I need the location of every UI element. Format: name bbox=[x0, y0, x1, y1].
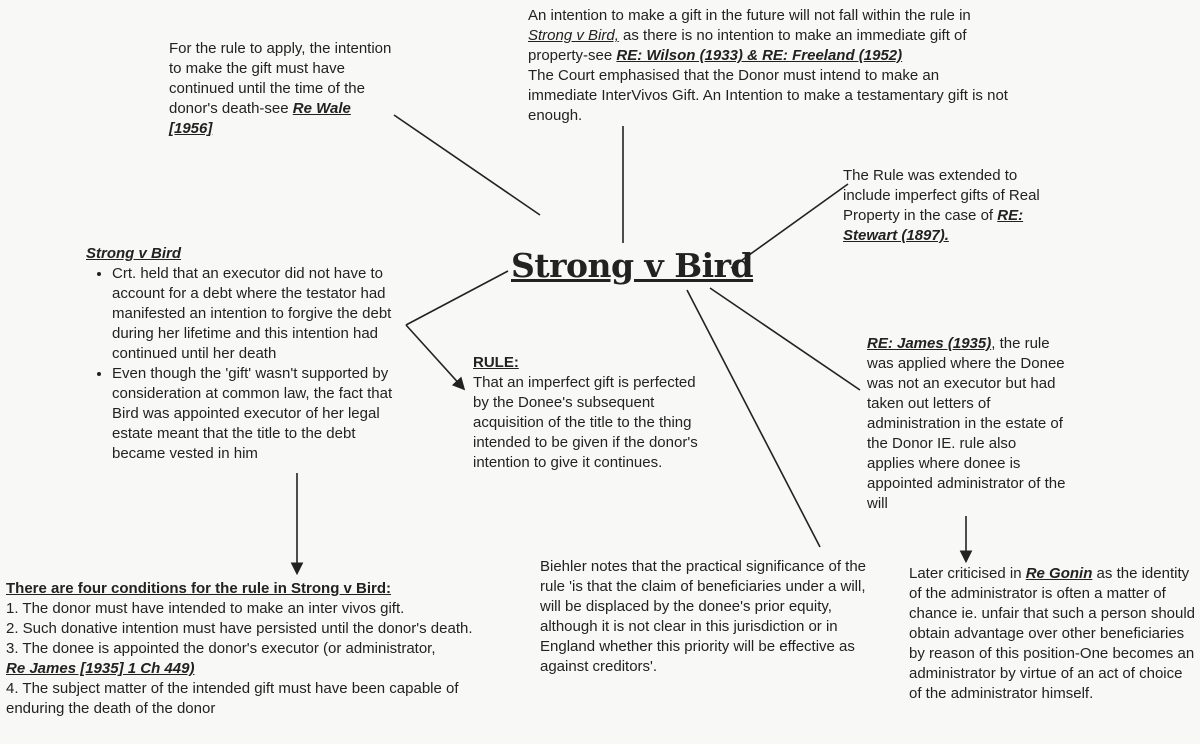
note-right-text: , the rule was applied where the Donee was not an executor but had taken out letters of administration in the estate of the Donor IE. rule also applies where donee is appointed administrator of the will bbox=[867, 335, 1066, 512]
note-gonin-text2: as the identity of the administrator is often a matter of chance ie. unfair that such a person should obtain advantage over other beneficiaries by reason of this position-One becomes an administrator by virtue of an act of choice of the administrator himself. bbox=[909, 565, 1196, 702]
note-rule-heading: RULE: bbox=[473, 354, 519, 371]
condition-3: 3. The donee is appointed the donor's executor (or administrator, bbox=[6, 640, 436, 657]
note-left bbox=[86, 244, 406, 464]
note-biehler-text: Biehler notes that the practical significance of the rule 'is that the claim of beneficiaries under a will, will be displaced by the donee's prior equity, although it is not clear in this jurisdiction or in England whether this priority will be effective as against creditors'. bbox=[540, 558, 867, 675]
ref-re-gonin: Re Gonin bbox=[1025, 565, 1093, 582]
note-top-center-text1: An intention to make a gift in the future will not fall within the rule in bbox=[528, 7, 971, 24]
note-top-right-text: The Rule was extended to include imperfect gifts of Real Property in the case of bbox=[843, 167, 1040, 224]
note-left-bullets bbox=[86, 264, 406, 464]
note-rule-text: That an imperfect gift is perfected by the Donee's subsequent acquisition of the title to the thing intended to be given if the donor's intention to give it continues. bbox=[473, 374, 698, 471]
note-left-heading: Strong v Bird bbox=[86, 245, 182, 262]
note-top-left-text: For the rule to apply, the intention to make the gift must have continued until the time of the donor's death-see bbox=[169, 40, 392, 117]
ref-wilson-freeland: RE: Wilson (1933) & RE: Freeland (1952) bbox=[616, 47, 903, 64]
note-gonin-text1: Later criticised in bbox=[909, 565, 1026, 582]
note-top-left bbox=[169, 39, 397, 139]
note-top-center-text2: as there is no intention to make an immediate gift of property-see bbox=[528, 27, 967, 64]
condition-4: 4. The subject matter of the intended gift must have been capable of enduring the death of the donor bbox=[6, 680, 459, 717]
ref-strong-v-bird: Strong v Bird, bbox=[528, 27, 619, 44]
connector-rule-arrow bbox=[406, 325, 463, 388]
ref-re-james: RE: James (1935) bbox=[867, 335, 992, 352]
note-left-bullet-2: • Even though the 'gift' wasn't supported by consideration at common law, the fact that Bird was appointed executor of her legal estate meant that the title to the debt became vested in him bbox=[112, 364, 406, 464]
note-right bbox=[867, 334, 1067, 514]
condition-1: 1. The donor must have intended to make an inter vivos gift. bbox=[6, 600, 405, 617]
condition-2: 2. Such donative intention must have persisted until the donor's death. bbox=[6, 620, 473, 637]
ref-re-stewart: RE: Stewart (1897). bbox=[843, 207, 1024, 244]
connector-left bbox=[406, 271, 508, 325]
note-biehler bbox=[540, 557, 870, 677]
note-gonin bbox=[909, 564, 1199, 704]
central-title: Strong v Bird bbox=[511, 246, 754, 285]
note-rule bbox=[473, 353, 709, 473]
note-top-center bbox=[528, 6, 1010, 126]
ref-re-james-ch: Re James [1935] 1 Ch 449) bbox=[6, 660, 195, 677]
ref-re-wale: Re Wale [1956] bbox=[169, 100, 351, 137]
connector-top-left bbox=[394, 115, 540, 215]
note-top-right bbox=[843, 166, 1043, 246]
note-top-center-text3: The Court emphasised that the Donor must intend to make an immediate InterVivos Gift. An Intention to make a testamentary gift is not enough. bbox=[528, 67, 1008, 124]
note-left-bullet-1: • Crt. held that an executor did not have to account for a debt where the testator had manifested an intention to forgive the debt during her lifetime and this intention had continued until her death bbox=[112, 264, 406, 364]
connector-right bbox=[710, 288, 860, 390]
note-conditions bbox=[6, 579, 496, 719]
note-conditions-heading: There are four conditions for the rule in Strong v Bird: bbox=[6, 580, 392, 597]
